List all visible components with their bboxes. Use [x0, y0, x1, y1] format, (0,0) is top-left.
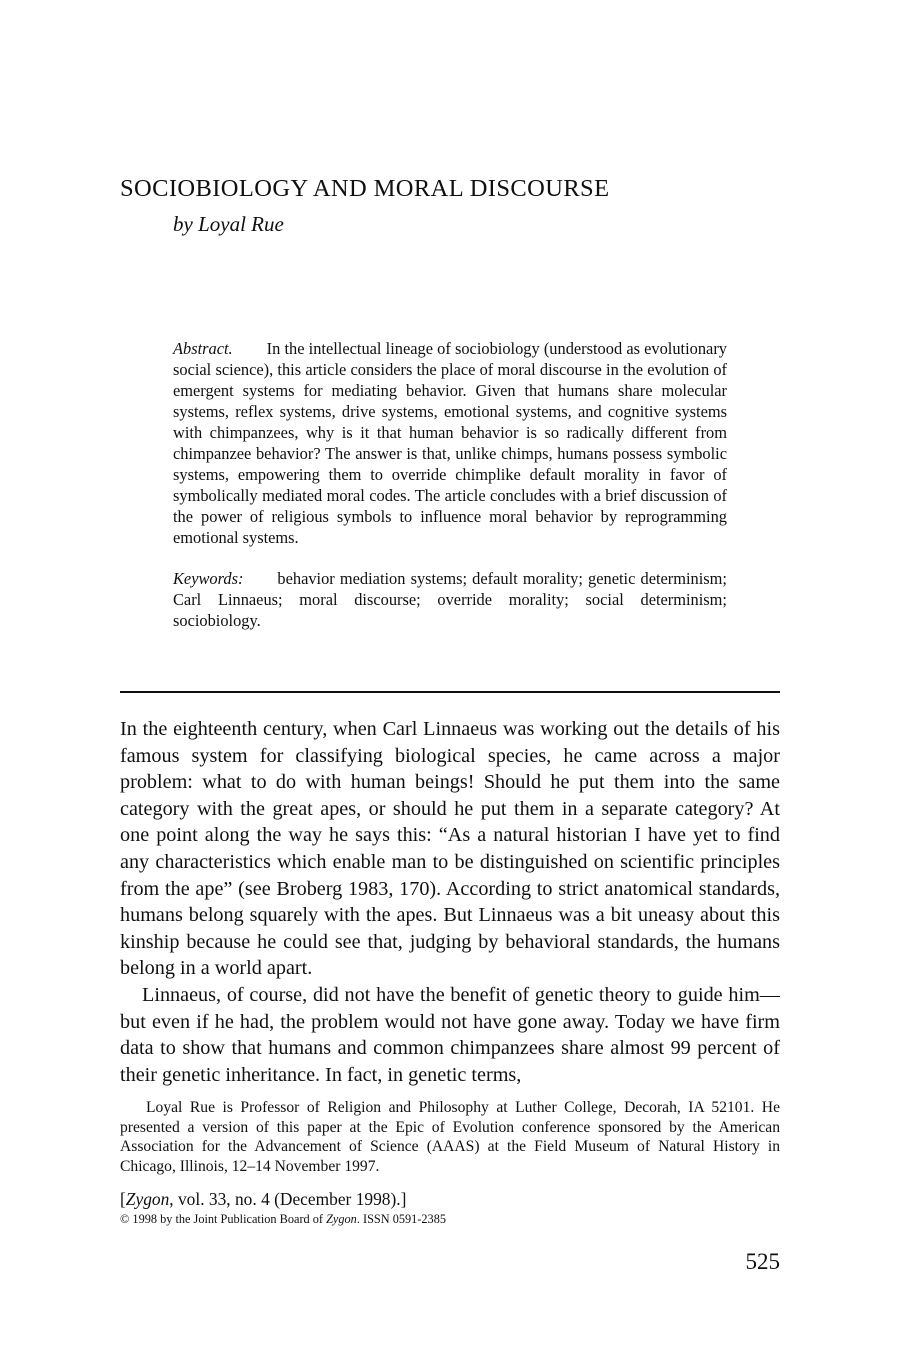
abstract-keywords-block [173, 338, 727, 631]
body-paragraph-1: In the eighteenth century, when Carl Linnaeus was working out the details of his famous system for classifying biological species, he came across a major problem: what to do with human beings! Should he put them into the same category with the great apes, or should he put them in a separate category? At one point along the way he says this: “As a natural historian I have yet to find any characteristics which enable man to be distinguished on scientific principles from the ape” (see Broberg 1983, 170). According to strict anatomical standards, humans belong squarely with the apes. But Linnaeus was a bit uneasy about this kinship because he could see that, judging by behavioral standards, the humans belong in a world apart. [120, 718, 780, 980]
abstract-text: In the intellectual lineage of sociobiology (understood as evolutionary social science), this article considers the place of moral discourse in the evolution of emergent systems for mediating behavior. Given that humans share molecular systems, reflex systems, drive systems, emotional systems, and cognitive systems with chimpanzees, why is it that human behavior is so radically different from chimpanzee behavior? The answer is that, unlike chimps, humans possess symbolic systems, empowering them to override chimplike default morality in favor of symbolically mediated moral codes. The article concludes with a brief discussion of the power of religious symbols to influence moral behavior by reprogramming emotional systems. [173, 339, 727, 547]
journal-bracket-open: [ [120, 1189, 126, 1209]
body-paragraph-2: Linnaeus, of course, did not have the benefit of genetic theory to guide him—but even if he had, the problem would not have gone away. Today we have firm data to show that humans and common chimpanzees share almost 99 percent of their genetic inheritance. In fact, in genetic terms, [120, 983, 780, 1086]
abstract-label: Abstract. [173, 339, 233, 358]
keywords-paragraph [173, 568, 727, 631]
page-title: SOCIOBIOLOGY AND MORAL DISCOURSE [120, 175, 610, 203]
copyright-prefix: © 1998 by the Joint Publication Board of [120, 1212, 327, 1226]
author-affiliation-footnote: Loyal Rue is Professor of Religion and Philosophy at Luther College, Decorah, IA 52101. He presented a version of this paper at the Epic of Evolution conference sponsored by the American Association for the Advancement of Science (AAAS) at the Field Museum of Natural History in Chicago, Illinois, 12–14 November 1997. [120, 1099, 780, 1175]
body-text-block [120, 716, 780, 1088]
journal-name: Zygon [125, 1189, 170, 1209]
keywords-label: Keywords: [173, 569, 244, 588]
keywords-text: behavior mediation systems; default morality; genetic determinism; Carl Linnaeus; moral discourse; override morality; social determinism; sociobiology. [173, 569, 727, 630]
page-number: 525 [745, 1249, 780, 1274]
author-byline: by Loyal Rue [173, 212, 284, 236]
copyright-journal-name: Zygon [326, 1212, 357, 1226]
journal-volume-issue-date: , vol. 33, no. 4 (December 1998).] [169, 1189, 407, 1209]
header-divider-rule [120, 691, 780, 693]
journal-citation-line [120, 1188, 406, 1210]
copyright-issn: . ISSN 0591-2385 [356, 1212, 446, 1226]
footnote-block [120, 1098, 780, 1176]
copyright-line [120, 1211, 446, 1227]
abstract-paragraph [173, 338, 727, 548]
